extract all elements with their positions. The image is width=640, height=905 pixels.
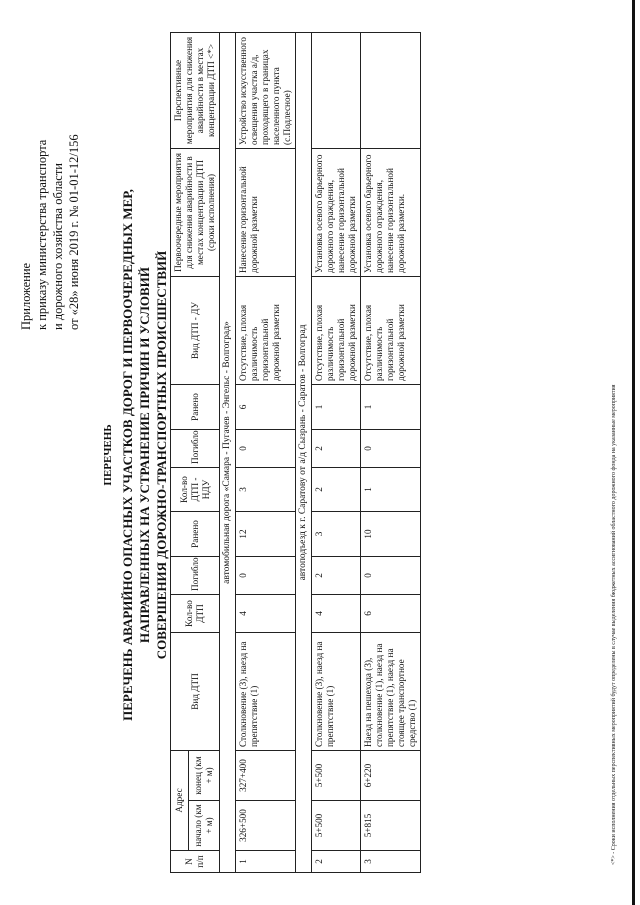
title-word: ПЕРЕЧЕНЬ (102, 424, 114, 486)
cell-measures2 (361, 32, 421, 148)
cell-measures1: Установка осевого барьерного дорожного ограждения, нанесение горизонтальной дорожной разметки. (361, 148, 421, 276)
cell-dtp-du: Отсутствие, плохая различимость горизонтальной дорожной разметки (236, 276, 296, 384)
cell-end: 327+400 (236, 750, 296, 800)
cell-measures2: Устройство искусственного освещения участка а/д, проходящего в границах населенного пункта (с.Подлесное) (236, 32, 296, 148)
cell-killed1: 0 (236, 556, 296, 594)
title-line-1: ПЕРЕЧЕНЬ АВАРИЙНО ОПАСНЫХ УЧАСТКОВ ДОРОГ И ПЕРВООЧЕРЕДНЫХ МЕР, (120, 189, 135, 721)
header-killed1: Погибло (171, 556, 220, 594)
cell-injured1: 3 (312, 511, 361, 556)
section-road-2: автоподъезд к г. Саратову от а/д Сызрань - Саратов - Волгоград (296, 32, 312, 872)
cell-measures1: Нанесение горизонтальной дорожной разметки (236, 148, 296, 276)
header-measures2: Перспективные мероприятия для снижения аварийности в местах концентрации ДТП <*> (171, 32, 220, 148)
cell-num: 2 (312, 851, 361, 873)
cell-injured2: 6 (236, 384, 296, 429)
appendix-header (18, 10, 82, 330)
cell-count1: 4 (236, 594, 296, 632)
header-start: начало (км + м) (189, 801, 220, 851)
header-dtp-type: Вид ДТП (171, 632, 220, 750)
cell-count2: 3 (236, 467, 296, 511)
cell-killed2: 2 (312, 429, 361, 467)
cell-dtp-type: Наезд на пешехода (3), столкновение (1), наезд на препятствие (1), наезд на стоящее транспортное средство (1) (361, 632, 421, 750)
header-injured1: Ранено (171, 511, 220, 556)
header-count1: Кол-во ДТП (171, 594, 220, 632)
accident-table (170, 32, 421, 873)
section-row (296, 32, 312, 872)
section-road-1: автомобильная дорога «Самара - Пугачев - Энгельс - Волгоград» (220, 32, 236, 872)
cell-dtp-type: Столкновение (3), наезд на препятствие (1) (312, 632, 361, 750)
cell-injured2: 1 (312, 384, 361, 429)
cell-start: 326+500 (236, 801, 296, 851)
table-row (312, 32, 361, 872)
appendix-line-1: Приложение (19, 262, 33, 330)
cell-dtp-du: Отсутствие, плохая различимость горизонтальной дорожной разметки (312, 276, 361, 384)
cell-injured2: 1 (361, 384, 421, 429)
cell-killed2: 0 (361, 429, 421, 467)
cell-measures1: Установка осевого барьерного дорожного ограждения, нанесение горизонтальной дорожной разметки (312, 148, 361, 276)
table-row (236, 32, 296, 872)
title-line-2: НАПРАВЛЕННЫХ НА УСТРАНЕНИЕ ПРИЧИН И УСЛОВИЙ (137, 267, 152, 643)
header-injured2: Ранено (171, 384, 220, 429)
cell-end: 6+220 (361, 750, 421, 800)
header-num: N п/п (171, 851, 220, 873)
cell-killed2: 0 (236, 429, 296, 467)
cell-dtp-type: Столкновение (3), наезд на препятствие (1) (236, 632, 296, 750)
page-edge-line (632, 0, 635, 905)
header-dtp-du: Вид ДТП - ДУ (171, 276, 220, 384)
section-row (220, 32, 236, 872)
cell-count1: 6 (361, 594, 421, 632)
cell-count1: 4 (312, 594, 361, 632)
footnote: <*> - Сроки исполнения отдельных перспективных мероприятий будут определены в случае выделения бюджетных ассигнований областного дорожного фонда на указанные мероприятия (611, 384, 617, 865)
title-line-3: СОВЕРШЕНИЯ ДОРОЖНО-ТРАНСПОРТНЫХ ПРОИСШЕСТВИЙ (154, 250, 169, 660)
cell-num: 1 (236, 851, 296, 873)
header-count2: Кол-во ДТП - НДУ (171, 467, 220, 511)
document-title (100, 35, 170, 875)
header-row-1 (171, 32, 189, 872)
cell-measures2 (312, 32, 361, 148)
header-end: конец (км + м) (189, 750, 220, 800)
header-address: Адрес (171, 750, 189, 850)
appendix-line-3: и дорожного хозяйства области (51, 163, 65, 330)
cell-end: 5+500 (312, 750, 361, 800)
cell-killed1: 2 (312, 556, 361, 594)
cell-injured1: 10 (361, 511, 421, 556)
cell-killed1: 0 (361, 556, 421, 594)
appendix-line-2: к приказу министерства транспорта (35, 139, 49, 330)
cell-num: 3 (361, 851, 421, 873)
cell-injured1: 12 (236, 511, 296, 556)
header-measures1: Первоочередные мероприятия для снижения аварийности в местах концентрации ДТП (сроки исполнения) (171, 148, 220, 276)
cell-count2: 2 (312, 467, 361, 511)
cell-count2: 1 (361, 467, 421, 511)
appendix-line-4: от «28» июня 2019 г. № 01-01-12/156 (67, 134, 81, 330)
table-row (361, 32, 421, 872)
cell-start: 5+815 (361, 801, 421, 851)
header-killed2: Погибло (171, 429, 220, 467)
cell-start: 5+500 (312, 801, 361, 851)
cell-dtp-du: Отсутствие, плохая различимость горизонтальной дорожной разметки (361, 276, 421, 384)
